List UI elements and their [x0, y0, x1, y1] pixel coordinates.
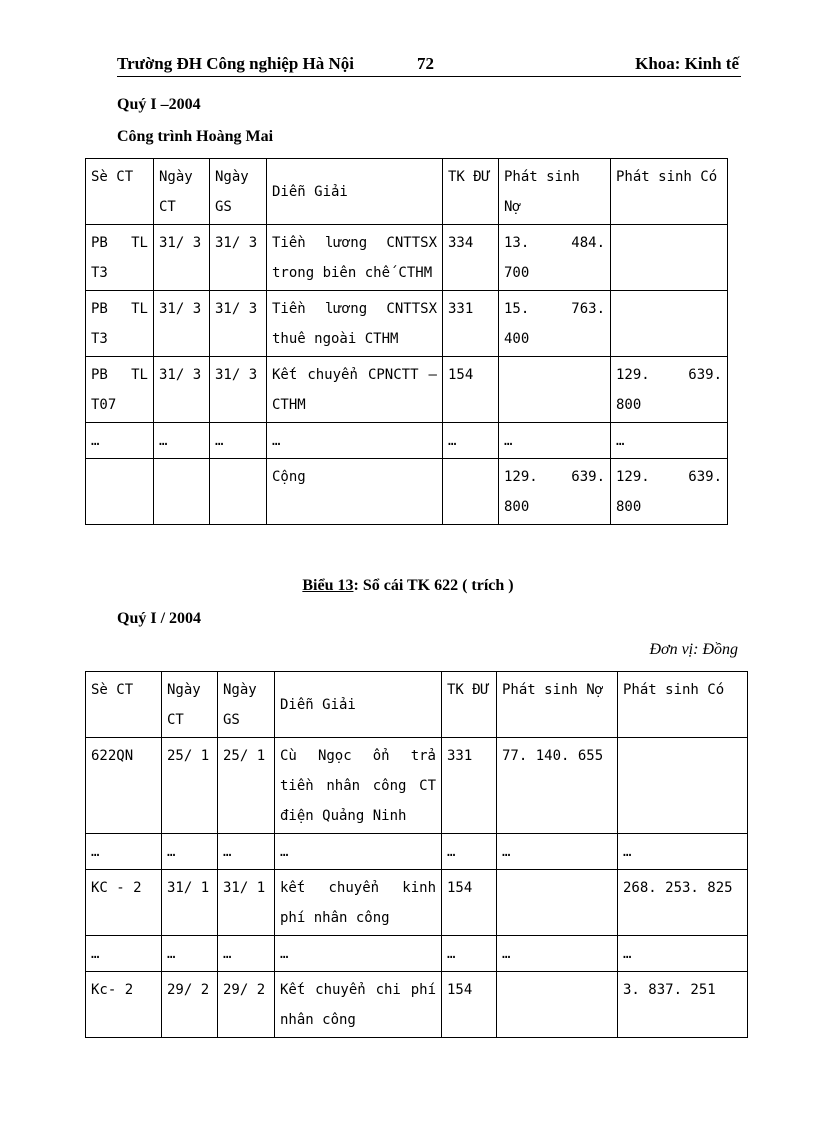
- table-cell: 31/ 3: [210, 225, 267, 291]
- table-cell: …: [275, 936, 442, 972]
- table-cell: …: [611, 423, 728, 459]
- table-cell: [611, 291, 728, 357]
- column-header: TK ĐƯ: [442, 672, 497, 738]
- table-row: [86, 738, 748, 834]
- table-cell: 331: [443, 291, 499, 357]
- table-cell: …: [499, 423, 611, 459]
- table-cell: …: [497, 936, 618, 972]
- table-cell: PB TL T3: [86, 225, 154, 291]
- table-cell: …: [210, 423, 267, 459]
- column-header: Diễn Giải: [267, 159, 443, 225]
- table-cell: PB TL T07: [86, 357, 154, 423]
- table-row: [86, 459, 728, 525]
- table-cell: [499, 357, 611, 423]
- ledger-table-1-body: [86, 159, 728, 525]
- table-row: [86, 870, 748, 936]
- table-row: [86, 291, 728, 357]
- table-cell: 31/ 3: [154, 357, 210, 423]
- table-cell: …: [267, 423, 443, 459]
- table-cell: [210, 459, 267, 525]
- table-cell: Kc- 2: [86, 972, 162, 1038]
- table-cell: …: [86, 423, 154, 459]
- figure-caption: [0, 577, 816, 595]
- table-cell: 31/ 3: [154, 291, 210, 357]
- table-cell: 268. 253. 825: [618, 870, 748, 936]
- column-header: Ngày GS: [210, 159, 267, 225]
- table-cell: 154: [443, 357, 499, 423]
- table-cell: 31/ 3: [210, 357, 267, 423]
- ledger-table-hoang-mai: [85, 158, 728, 525]
- table-cell: Kết chuyển CPNCTT – CTHM: [267, 357, 443, 423]
- table-cell: [154, 459, 210, 525]
- table-cell: 129. 639. 800: [611, 459, 728, 525]
- table-cell: …: [218, 834, 275, 870]
- table-cell: 31/ 3: [210, 291, 267, 357]
- table-cell: …: [162, 834, 218, 870]
- column-header: Ngày CT: [162, 672, 218, 738]
- column-header: Phát sinh Có: [618, 672, 748, 738]
- table-cell: 25/ 1: [162, 738, 218, 834]
- column-header: Sè CT: [86, 672, 162, 738]
- column-header: TK ĐƯ: [443, 159, 499, 225]
- table-cell: Tiền lương CNTTSX trong biên chế CTHM: [267, 225, 443, 291]
- faculty-name: Khoa: Kinh tế: [635, 54, 739, 73]
- ledger-table-2-body: [86, 672, 748, 1038]
- table-row: [86, 936, 748, 972]
- table-cell: …: [86, 834, 162, 870]
- table-cell: [86, 459, 154, 525]
- column-header: Phát sinh Nợ: [497, 672, 618, 738]
- column-header: Sè CT: [86, 159, 154, 225]
- table-row: [86, 423, 728, 459]
- column-header: Ngày GS: [218, 672, 275, 738]
- table-cell: …: [275, 834, 442, 870]
- table-row: [86, 972, 748, 1038]
- header-row: [86, 159, 728, 225]
- table-cell: …: [618, 936, 748, 972]
- table-cell: …: [442, 936, 497, 972]
- quarter-label-1: Quý I –2004: [117, 96, 201, 113]
- table-cell: 331: [442, 738, 497, 834]
- table-cell: PB TL T3: [86, 291, 154, 357]
- table-cell: …: [443, 423, 499, 459]
- table-cell: kết chuyển kinh phí nhân công: [275, 870, 442, 936]
- project-label: Công trình Hoàng Mai: [117, 128, 274, 145]
- column-header: Phát sinh Có: [611, 159, 728, 225]
- table-cell: 622QN: [86, 738, 162, 834]
- table-cell: 29/ 2: [162, 972, 218, 1038]
- table-cell: [443, 459, 499, 525]
- table-cell: [611, 225, 728, 291]
- table-cell: 129. 639. 800: [499, 459, 611, 525]
- table-cell: 154: [442, 870, 497, 936]
- table-cell: Cù Ngọc ổn trả tiền nhân công CT điện Quảng Ninh: [275, 738, 442, 834]
- table-cell: 31/ 1: [218, 870, 275, 936]
- table-cell: 13. 484. 700: [499, 225, 611, 291]
- table-cell: …: [154, 423, 210, 459]
- table-row: [86, 225, 728, 291]
- table-cell: Cộng: [267, 459, 443, 525]
- table-cell: Kết chuyển chi phí nhân công: [275, 972, 442, 1038]
- ledger-table-tk622: [85, 671, 748, 1038]
- table-cell: 334: [443, 225, 499, 291]
- table-cell: 129. 639. 800: [611, 357, 728, 423]
- school-name: Trường ĐH Công nghiệp Hà Nội: [117, 54, 355, 73]
- quarter-label-2: Quý I / 2004: [117, 610, 202, 627]
- page-number: 72: [417, 54, 434, 73]
- table-cell: 25/ 1: [218, 738, 275, 834]
- table-cell: 31/ 1: [162, 870, 218, 936]
- table-cell: 77. 140. 655: [497, 738, 618, 834]
- column-header: Phát sinh Nợ: [499, 159, 611, 225]
- table-cell: 29/ 2: [218, 972, 275, 1038]
- column-header: Ngày CT: [154, 159, 210, 225]
- table-cell: KC - 2: [86, 870, 162, 936]
- table-cell: [618, 738, 748, 834]
- currency-unit: Đơn vị: Đồng: [649, 641, 738, 658]
- caption-text: : Sổ cái TK 622 ( trích ): [353, 577, 514, 594]
- table-cell: 31/ 3: [154, 225, 210, 291]
- table-cell: 15. 763. 400: [499, 291, 611, 357]
- header-row: [86, 672, 748, 738]
- table-row: [86, 357, 728, 423]
- table-cell: 3. 837. 251: [618, 972, 748, 1038]
- table-cell: …: [497, 834, 618, 870]
- table-cell: [497, 972, 618, 1038]
- table-cell: …: [218, 936, 275, 972]
- table-cell: …: [162, 936, 218, 972]
- table-cell: …: [442, 834, 497, 870]
- table-cell: 154: [442, 972, 497, 1038]
- caption-label: Biểu 13: [302, 577, 354, 594]
- column-header: Diễn Giải: [275, 672, 442, 738]
- page-header: [117, 52, 741, 77]
- table-row: [86, 834, 748, 870]
- table-cell: …: [86, 936, 162, 972]
- table-cell: [497, 870, 618, 936]
- table-cell: Tiền lương CNTTSX thuê ngoài CTHM: [267, 291, 443, 357]
- table-cell: …: [618, 834, 748, 870]
